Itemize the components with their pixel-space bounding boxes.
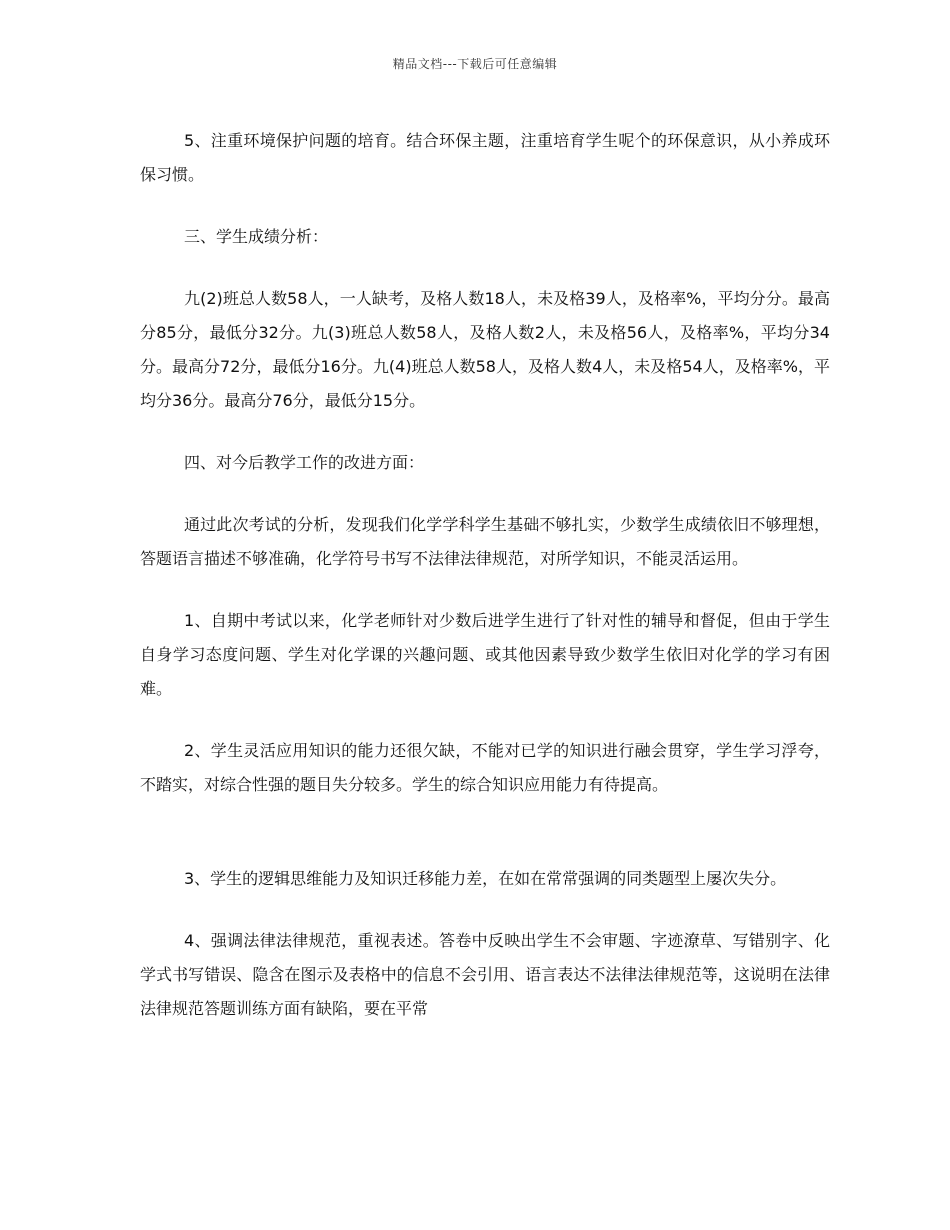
- section-heading-improvements: 四、对今后教学工作的改进方面：: [184, 453, 425, 472]
- paragraph-point-1: 1、自期中考试以来，化学老师针对少数后进学生进行了针对性的辅导和督促，但由于学生自身学习态度问题、学生对化学课的兴趣问题、或其他因素导致少数学生依旧对化学的学习有困难。: [140, 611, 830, 698]
- paragraph-point-3: 3、学生的逻辑思维能力及知识迁移能力差，在如在常常强调的同类题型上屡次失分。: [184, 869, 787, 888]
- document-body: [140, 124, 830, 1054]
- paragraph-point-4: 4、强调法律法律规范，重视表述。答卷中反映出学生不会审题、字迹潦草、写错别字、化学式书写错误、隐含在图示及表格中的信息不会引用、语言表达不法律法律规范等，这说明在法律法律规范答题训练方面有缺陷，要在平常: [140, 931, 830, 1018]
- page-header: 精品文档---下载后可任意编辑: [392, 57, 558, 71]
- paragraph-environment: 5、注重环境保护问题的培育。结合环保主题，注重培育学生呢个的环保意识，从小养成环保习惯。: [140, 131, 830, 184]
- paragraph-class-scores: 九(2)班总人数58人，一人缺考，及格人数18人，未及格39人，及格率%，平均分分。最高分85分，最低分32分。九(3)班总人数58人，及格人数2人，未及格56人，及格率%，平均分34分。最高分72分，最低分16分。九(4)班总人数58人，及格人数4人，未及格54人，及格率%，平均分36分。最高分76分，最低分15分。: [140, 289, 830, 410]
- paragraph-exam-summary: 通过此次考试的分析，发现我们化学学科学生基础不够扎实，少数学生成绩依旧不够理想，答题语言描述不够准确，化学符号书写不法律法律规范，对所学知识，不能灵活运用。: [140, 515, 830, 568]
- paragraph-point-2: 2、学生灵活应用知识的能力还很欠缺，不能对已学的知识进行融会贯穿，学生学习浮夸，不踏实，对综合性强的题目失分较多。学生的综合知识应用能力有待提高。: [140, 741, 830, 794]
- section-heading-score-analysis: 三、学生成绩分析：: [184, 227, 329, 246]
